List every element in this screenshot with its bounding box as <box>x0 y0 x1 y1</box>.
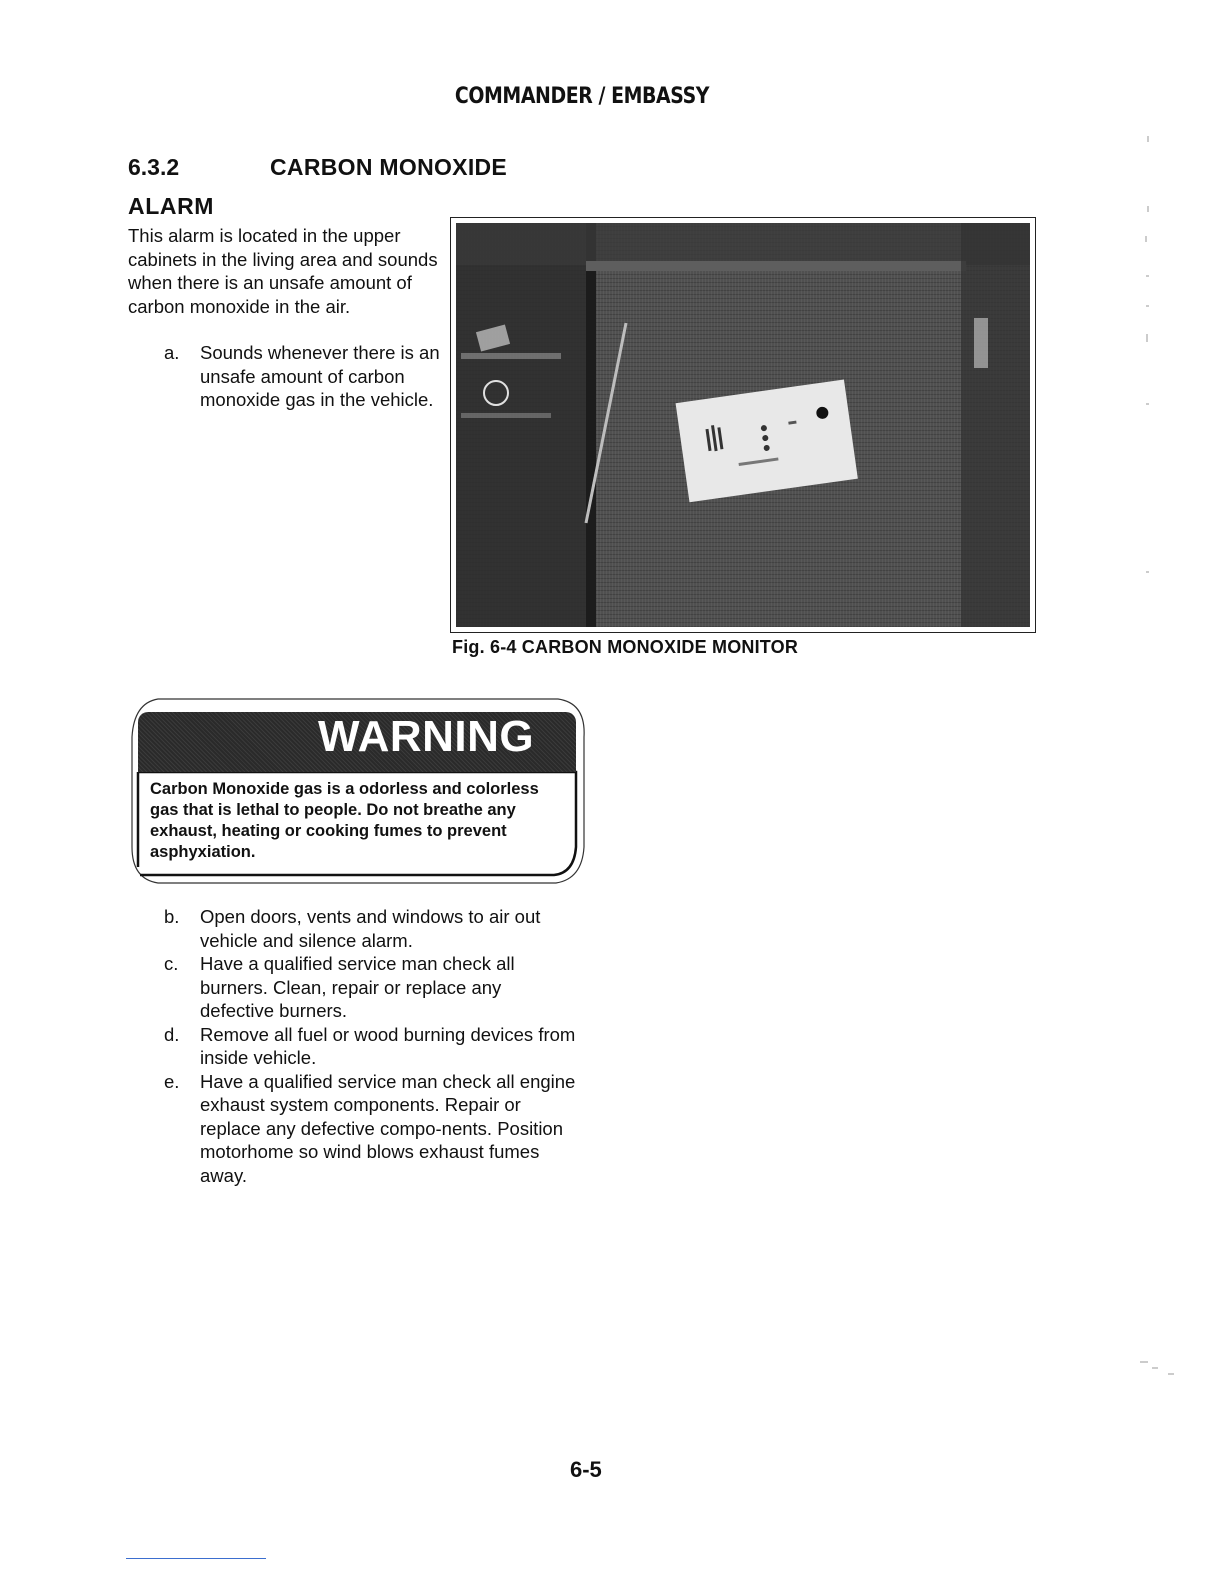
list-item-text: Open doors, vents and windows to air out vehicle and silence alarm. <box>200 906 541 951</box>
list-item-marker: b. <box>164 906 180 927</box>
list-item-text: Remove all fuel or wood burning devices from inside vehicle. <box>200 1023 576 1068</box>
scan-margin-marks <box>1138 130 1178 1390</box>
list-item <box>128 952 578 1023</box>
running-header: COMMANDER / EMBASSY <box>454 84 710 109</box>
step-list-bottom <box>128 905 578 1187</box>
list-item <box>128 905 578 952</box>
list-item <box>128 1023 578 1070</box>
section-number: 6.3.2 <box>128 154 180 180</box>
warning-title: WARNING <box>318 712 535 761</box>
list-item-marker: e. <box>164 1070 180 1092</box>
list-item-marker: a. <box>164 342 180 363</box>
photo-illustration <box>456 223 1030 627</box>
list-item-text: Have a qualified service man check all engine exhaust system components. Repair or replace any defective compo-nents. Position motorhome so wind blows exhaust fumes away. <box>200 1070 576 1186</box>
section-title-continued: ALARM <box>128 193 215 219</box>
intro-paragraph: This alarm is located in the upper cabinets in the living area and sounds when there is an unsafe amount of carbon monoxide in the air. <box>128 225 438 317</box>
footnote-rule <box>126 1558 266 1559</box>
figure-caption: Fig. 6-4 CARBON MONOXIDE MONITOR <box>452 637 799 657</box>
list-item-marker: d. <box>164 1023 180 1045</box>
section-title: CARBON MONOXIDE <box>270 154 508 180</box>
list-item-text: Sounds whenever there is an unsafe amount of carbon monoxide gas in the vehicle. <box>200 342 440 410</box>
warning-text: Carbon Monoxide gas is a odorless and colorless gas that is lethal to people. Do not breathe any exhaust, heating or cooking fumes to prevent asphyxiation. <box>150 780 539 861</box>
carbon-monoxide-monitor-photo <box>456 223 1030 627</box>
list-item-marker: c. <box>164 953 179 974</box>
list-item <box>128 1070 578 1188</box>
list-item <box>128 341 458 412</box>
step-list-top <box>128 341 458 412</box>
page-number: 6-5 <box>570 1457 602 1482</box>
list-item-text: Have a qualified service man check all burners. Clean, repair or replace any defective burners. <box>200 953 515 1021</box>
